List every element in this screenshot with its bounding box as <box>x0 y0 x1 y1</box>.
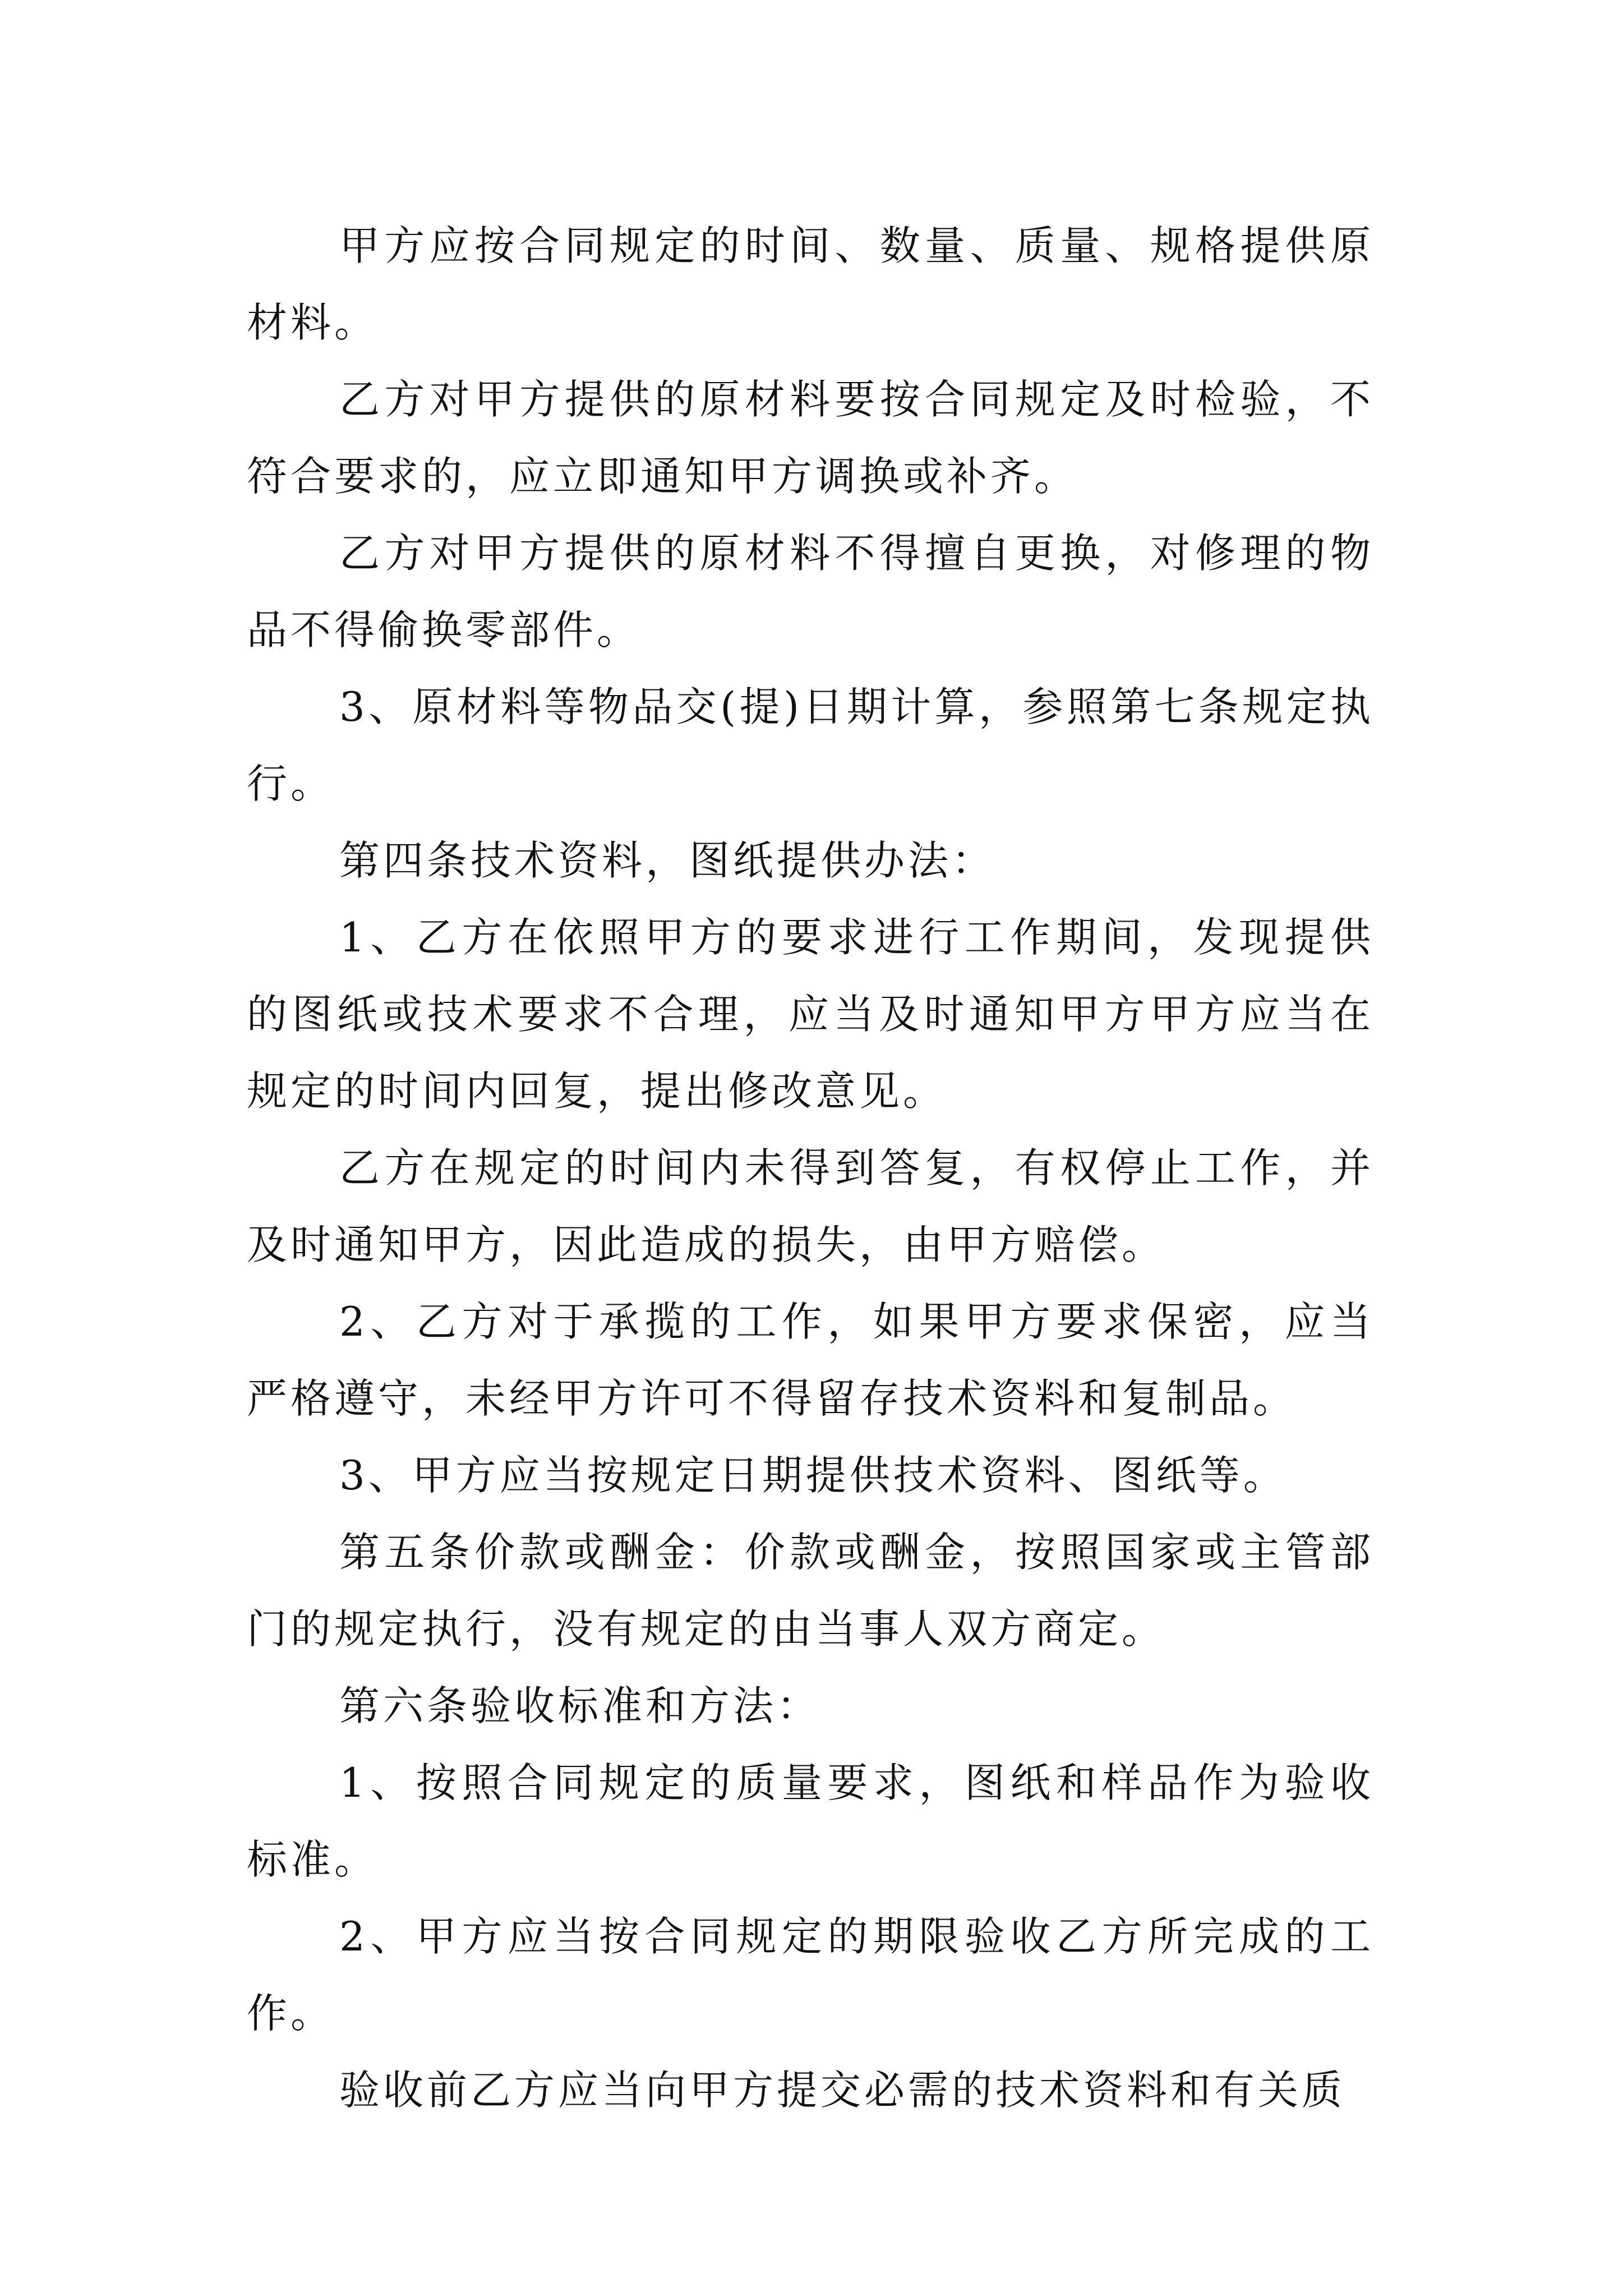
paragraph: 乙方在规定的时间内未得到答复，有权停止工作，并及时通知甲方，因此造成的损失，由甲方赔偿。 <box>247 1144 1374 1268</box>
paragraph: 验收前乙方应当向甲方提交必需的技术资料和有关质 <box>339 2067 1346 2114</box>
paragraph: 3、甲方应当按规定日期提供技术资料、图纸等。 <box>339 1452 1287 1499</box>
paragraph: 2、甲方应当按合同规定的期限验收乙方所完成的工作。 <box>247 1913 1374 2037</box>
section-heading: 第四条技术资料，图纸提供办法： <box>339 837 996 884</box>
paragraph: 乙方对甲方提供的原材料要按合同规定及时检验，不符合要求的，应立即通知甲方调换或补齐。 <box>247 376 1374 500</box>
paragraph: 甲方应按合同规定的时间、数量、质量、规格提供原材料。 <box>247 222 1374 346</box>
paragraph: 1、乙方在依照甲方的要求进行工作期间，发现提供的图纸或技术要求不合理，应当及时通知甲方甲方应当在规定的时间内回复，提出修改意见。 <box>247 914 1374 1115</box>
document-body <box>247 208 1374 2129</box>
paragraph: 乙方对甲方提供的原材料不得擅自更换，对修理的物品不得偷换零部件。 <box>247 530 1374 654</box>
paragraph: 3、原材料等物品交(提)日期计算，参照第七条规定执行。 <box>247 683 1374 807</box>
section-heading: 第五条价款或酬金：价款或酬金，按照国家或主管部门的规定执行，没有规定的由当事人双方商定。 <box>247 1529 1374 1653</box>
section-heading: 第六条验收标准和方法： <box>339 1682 821 1729</box>
paragraph: 1、按照合同规定的质量要求，图纸和样品作为验收标准。 <box>247 1759 1374 1883</box>
paragraph: 2、乙方对于承揽的工作，如果甲方要求保密，应当严格遵守，未经甲方许可不得留存技术资料和复制品。 <box>247 1298 1374 1422</box>
